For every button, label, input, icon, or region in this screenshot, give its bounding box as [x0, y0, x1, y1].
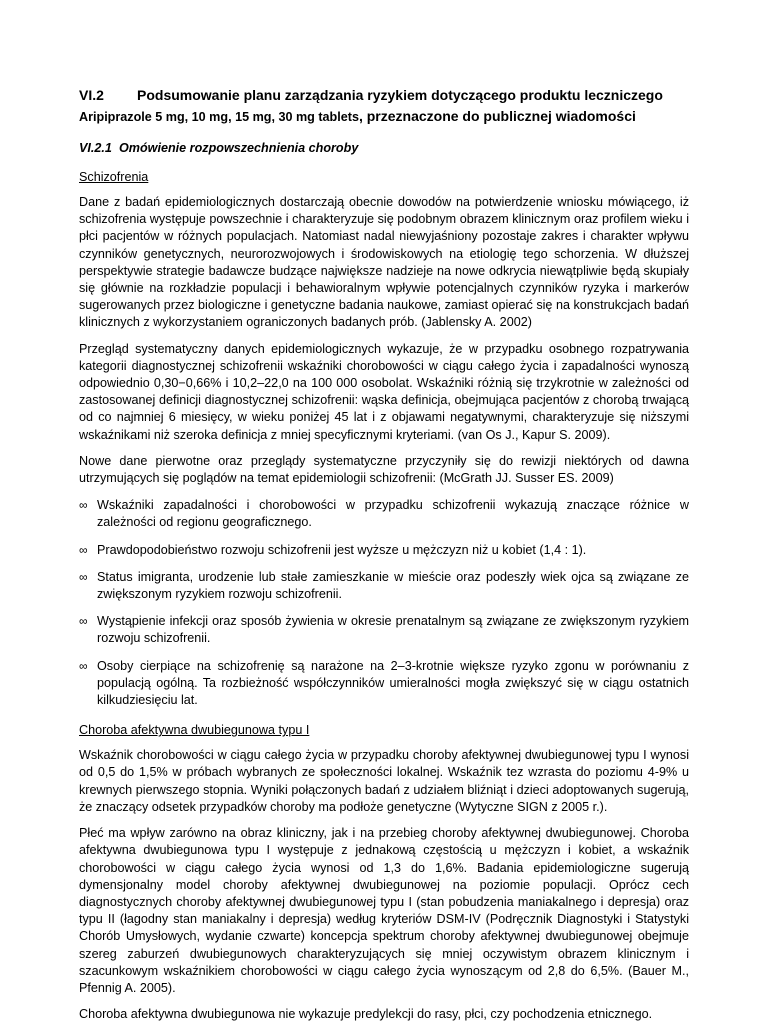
subsection-number: VI.2.1 [79, 141, 112, 155]
schizophrenia-paragraph-2: Przegląd systematyczny danych epidemiologicznych wykazuje, że w przypadku osobnego rozpatrywania kategorii diagnostycznej schizofrenii wskaźniki chorobowości w ciągu całego życia i zapadalności wynoszą odpowiednio 0,30−0,66% i 10,2–22,0 na 100 000 osobolat. Wskaźniki różnią się trzykrotnie w zależności od zastosowanej definicji diagnostycznej schizofrenii: wąska definicja, obejmująca pacjentów z chorobą trwającą od co najmniej 6 miesięcy, w wieku poniżej 45 lat i z objawami negatywnymi, charakteryzuje się niższymi wskaźnikami niż szeroka definicja z mniej specyficznymi kryteriami. (van Os J., Kapur S. 2009). [79, 341, 689, 442]
list-item [79, 569, 689, 603]
list-item-text: Status imigranta, urodzenie lub stałe zamieszkanie w mieście oraz podeszły wiek ojca są związane ze zwiększonym ryzykiem rozwoju schizofrenii. [97, 569, 689, 602]
schizophrenia-bullet-list [79, 497, 689, 709]
product-line [79, 108, 689, 125]
list-item-text: Wystąpienie infekcji oraz sposób żywienia w okresie prenatalnym są związane ze zwiększonym ryzykiem rozwoju schizofrenii. [97, 614, 689, 646]
subsection-heading [79, 140, 689, 156]
section-heading [79, 86, 689, 104]
heading-number: VI.2 [79, 87, 104, 103]
list-item [79, 613, 689, 647]
list-item [79, 542, 689, 559]
list-item-text: Prawdopodobieństwo rozwoju schizofrenii jest wyższe u mężczyzn niż u kobiet (1,4 : 1). [97, 542, 587, 557]
bipolar-title: Choroba afektywna dwubiegunowa typu I [79, 723, 310, 738]
list-item [79, 658, 689, 710]
heading-title: Podsumowanie planu zarządzania ryzykiem dotyczącego produktu leczniczego [137, 87, 663, 103]
bullet-icon: ∞ [79, 542, 88, 557]
product-name: Aripiprazole 5 mg, 10 mg, 15 mg, 30 mg tablets [79, 110, 359, 124]
list-item-text: Wskaźniki zapadalności i chorobowości w przypadku schizofrenii wykazują znaczące różnice w zależności od regionu geograficznego. [97, 498, 689, 530]
list-item [79, 497, 689, 531]
bipolar-paragraph-1: Wskaźnik chorobowości w ciągu całego życia w przypadku choroby afektywnej dwubiegunowej typu I wynosi od 0,5 do 1,5% w próbach wybranych ze społeczności lokalnej. Wskaźnik tez wzrasta do poziomu 4-9% u krewnych pierwszego stopnia. Wyniki połączonych badań z udziałem bliźniąt i dzieci adoptowanych sugerują, że znaczący odsetek przypadków choroby ma podłoże genetyczne (Wytyczne SIGN z 2005 r.). [79, 748, 689, 814]
bullet-icon: ∞ [79, 569, 88, 584]
bipolar-paragraph-2: Płeć ma wpływ zarówno na obraz kliniczny, jak i na przebieg choroby afektywnej dwubiegunowej. Choroba afektywna dwubiegunowa typu I występuje z jednakową częstością u mężczyzn i kobiet, a wskaźnik chorobowości w ciągu całego życia wynosi od 1,3 do 1,6%. Badania epidemiologiczne sugerują dymensjonalny model choroby afektywnej dwubiegunowej na poziomie populacji. Oprócz cech diagnostycznych choroby afektywnej dwubiegunowej typu I (stan pobudzenia maniakalnego i depresja) oraz typu II (łagodny stan maniakalny i depresja) według kryteriów DSM-IV (Podręcznik Diagnostyki i Statystyki Chorób Umysłowych, wydanie czwarte) koncepcja spektrum choroby afektywnej dwubiegunowej obejmuje szereg zaburzeń dwubiegunowych charakteryzujących się mniej oczywistym obrazem klinicznym i szacunkowym wskaźnikiem chorobowości w ciągu całego życia wynoszącym od 2,8 do 6,5%. (Bauer M., Pfennig A. 2005). [79, 826, 689, 995]
schizophrenia-title: Schizofrenia [79, 170, 149, 184]
list-item-text: Osoby cierpiące na schizofrenię są narażone na 2–3-krotnie większe ryzyko zgonu w porównaniu z populacją ogólną. Ta rozbieżność współczynników umieralności mogła zwiększyć się w ciągu ostatnich kilkudziesięciu lat. [97, 658, 689, 708]
subsection-title: Omówienie rozpowszechnienia choroby [119, 141, 359, 155]
bullet-icon: ∞ [79, 658, 88, 673]
bullet-icon: ∞ [79, 614, 88, 629]
bipolar-paragraph-3: Choroba afektywna dwubiegunowa nie wykazuje predylekcji do rasy, płci, czy pochodzenia etnicznego. [79, 1007, 653, 1022]
schizophrenia-paragraph-3: Nowe dane pierwotne oraz przeglądy systematyczne przyczyniły się do rewizji niektórych od dawna utrzymujących się poglądów na temat epidemiologii schizofrenii: (McGrath JJ. Susser ES. 2009) [79, 453, 689, 486]
schizophrenia-paragraph-1: Dane z badań epidemiologicznych dostarczają obecnie dowodów na potwierdzenie wniosku mówiącego, iż schizofrenia występuje powszechnie i charakteryzuje się podobnym obrazem klinicznym oraz profilem wieku i płci pacjentów w różnych populacjach. Natomiast nadal niewyjaśniony pozostaje zakres i charakter wpływu czynników genetycznych, neurorozwojowych i środowiskowych na etiologię tego schorzenia. W dłuższej perspektywie strategie badawcze budzące największe nadzieje na nowe odkrycia niewątpliwie będą skupiały się głównie na rozkładzie populacji i behawioralnym wpływie potencjalnych czynników ryzyka i markerów sugerowanych przez biologiczne i genetyczne badania naukowe, zamiast opierać się na konstrukcjach badań klinicznych z wykorzystaniem ograniczonych badanych prób. (Jablensky A. 2002) [79, 195, 689, 330]
product-suffix: , przeznaczone do publicznej wiadomości [358, 108, 636, 124]
document-page [79, 86, 689, 1023]
bullet-icon: ∞ [79, 498, 88, 513]
